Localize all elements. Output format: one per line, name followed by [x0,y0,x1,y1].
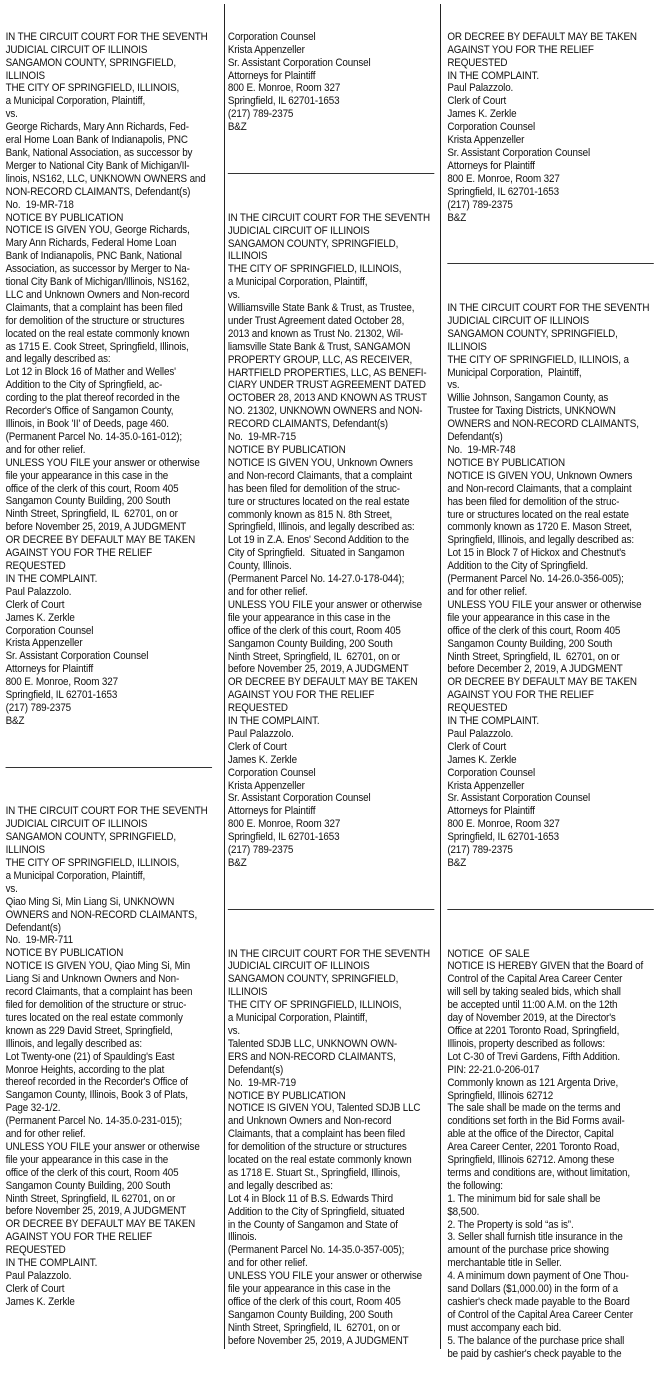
notice-separator [447,909,653,910]
notice-19-mr-715: IN THE CIRCUIT COURT FOR THE SEVENTH JUDICIAL CIRCUIT OF ILLINOIS SANGAMON COUNTY, SPRINGFIELD, ILLINOIS THE CITY OF SPRINGFIELD, ILLINOIS, a Municipal Corporation, Plaintiff, vs. Williamsville State Bank & Trust, as Trustee, under Trust Agreement dated October 28, 2013 and known as Trust No. 21302, Wil- liamsville State Bank & Trust, SANGAMON PROPERTY GROUP, LLC, AS RECEIVER, HARTFIELD PROPERTIES, LLC, AS BENEFI- CIARY UNDER TRUST AGREEMENT DATED OCTOBER 28, 2013 AND KNOWN AS TRUST NO. 21302, UNKNOWN OWNERS and NON- RECORD CLAIMANTS, Defendant(s) No. 19-MR-715 NOTICE BY PUBLICATION NOTICE IS GIVEN YOU, Unknown Owners and Non-record Claimants, that a complaint has been filed for demolition of the struc- ture or structures located on the real estate commonly known as 815 N. 8th Street, Springfield, Illinois, and legally described as: Lot 19 in Z.A. Enos' Second Addition to the City of Springfield. Situated in Sangamon County, Illinois. (Permanent Parcel No. 14-27.0-178-044); and for other relief. UNLESS YOU FILE your answer or otherwise file your appearance in this case in the office of the clerk of this court, Room 405 Sangamon County Building, 200 South Ninth Street, Springfield, IL 62701, on or before November 25, 2019, A JUDGMENT OR DECREE BY DEFAULT MAY BE TAKEN AGAINST YOU FOR THE RELIEF REQUESTED IN THE COMPLAINT. Paul Palazzolo. Clerk of Court James K. Zerkle Corporation Counsel Krista Appenzeller Sr. Assistant Corporation Counsel Attorneys for Plaintiff 800 E. Monroe, Room 327 Springfield, IL 62701-1653 (217) 789-2375 B&Z [227,211,430,869]
notice-19-mr-711-continued: Corporation Counsel Krista Appenzeller Sr. Assistant Corporation Counsel Attorneys for Plaintiff 800 E. Monroe, Room 327 Springfield, IL 62701-1653 (217) 789-2375 B&Z [227,30,371,134]
notice-separator [228,909,434,910]
column-3 [447,5,653,1360]
notice-separator [6,767,212,768]
notice-19-mr-748: IN THE CIRCUIT COURT FOR THE SEVENTH JUDICIAL CIRCUIT OF ILLINOIS SANGAMON COUNTY, SPRINGFIELD, ILLINOIS THE CITY OF SPRINGFIELD, ILLINOIS, a Municipal Corporation, Plaintiff, vs. Willie Johnson, Sangamon County, as Trustee for Taxing Districts, UNKNOWN OWNERS and NON-RECORD CLAIMANTS, Defendant(s) No. 19-MR-748 NOTICE BY PUBLICATION NOTICE IS GIVEN YOU, Unknown Owners and Non-record Claimants, that a complaint has been filed for demolition of the struc- ture or structures located on the real estate commonly known as 1720 E. Mason Street, Springfield, Illinois, and legally described as: Lot 15 in Block 7 of Hickox and Chestnut's Addition to the City of Springfield. (Permanent Parcel No. 14-26.0-356-005); and for other relief. UNLESS YOU FILE your answer or otherwise file your appearance in this case in the office of the clerk of this court, Room 405 Sangamon County Building, 200 South Ninth Street, Springfield, IL 62701, on or before December 2, 2019, A JUDGMENT OR DECREE BY DEFAULT MAY BE TAKEN AGAINST YOU FOR THE RELIEF REQUESTED IN THE COMPLAINT. Paul Palazzolo. Clerk of Court James K. Zerkle Corporation Counsel Krista Appenzeller Sr. Assistant Corporation Counsel Attorneys for Plaintiff 800 E. Monroe, Room 327 Springfield, IL 62701-1653 (217) 789-2375 B&Z [447,302,650,869]
notice-separator [447,263,653,264]
column-2 [228,5,434,1350]
notice-19-mr-719-continued: OR DECREE BY DEFAULT MAY BE TAKEN AGAINST YOU FOR THE RELIEF REQUESTED IN THE COMPLAINT. Paul Palazzolo. Clerk of Court James K. Zerkle Corporation Counsel Krista Appenzeller Sr. Assistant Corporation Counsel Attorneys for Plaintiff 800 E. Monroe, Room 327 Springfield, IL 62701-1653 (217) 789-2375 B&Z [447,30,637,224]
notice-separator [228,173,434,174]
notice-of-sale: NOTICE OF SALE NOTICE IS HEREBY GIVEN that the Board of Control of the Capital Area Career Center will sell by taking sealed bids, which shall be accepted until 11:00 A.M. on the 12th day of November 2019, at the Director's Office at 2201 Toronto Road, Springfield, Illinois, property described as follows: Lot C-30 of Trevi Gardens, Fifth Addition. PIN: 22-21.0-206-017 Commonly known as 121 Argenta Drive, Springfield, Illinois 62712 The sale shall be made on the terms and conditions set forth in the Bid Forms avail- able at the office of the Director, Capital Area Career Center, 2201 Toronto Road, Springfield, Illinois 62712. Among these terms and conditions are, without limitation, the following: 1. The minimum bid for sale shall be $8,500. 2. The Property is sold “as is”. 3. Seller shall furnish title insurance in the amount of the purchase price showing merchantable title in Seller. 4. A minimum down payment of One Thou- sand Dollars ($1,000.00) in the form of a cashier's check made payable to the Board of Control of the Capital Area Career Center must accompany each bid. 5. The balance of the purchase price shall be paid by cashier's check payable to the [447,947,644,1360]
notice-19-mr-711: IN THE CIRCUIT COURT FOR THE SEVENTH JUDICIAL CIRCUIT OF ILLINOIS SANGAMON COUNTY, SPRINGFIELD, ILLINOIS THE CITY OF SPRINGFIELD, ILLINOIS, a Municipal Corporation, Plaintiff, vs. Qiao Ming Si, Min Liang Si, UNKNOWN OWNERS and NON-RECORD CLAIMANTS, Defendant(s) No. 19-MR-711 NOTICE BY PUBLICATION NOTICE IS GIVEN YOU, Qiao Ming Si, Min Liang Si and Unknown Owners and Non- record Claimants, that a complaint has been filed for demolition of the structure or struc- tures located on the real estate commonly known as 229 David Street, Springfield, Illinois, and legally described as: Lot Twenty-one (21) of Spaulding's East Monroe Heights, according to the plat thereof recorded in the Recorder's Office of Sangamon County, Illinois, Book 3 of Plats, Page 32-1/2. (Permanent Parcel No. 14-35.0-231-015); and for other relief. UNLESS YOU FILE your answer or otherwise file your appearance in this case in the office of the clerk of this court, Room 405 Sangamon County Building, 200 South Ninth Street, Springfield, IL 62701, on or before November 25, 2019, A JUDGMENT OR DECREE BY DEFAULT MAY BE TAKEN AGAINST YOU FOR THE RELIEF REQUESTED IN THE COMPLAINT. Paul Palazzolo. Clerk of Court James K. Zerkle [5,805,208,1308]
notice-19-mr-718: IN THE CIRCUIT COURT FOR THE SEVENTH JUDICIAL CIRCUIT OF ILLINOIS SANGAMON COUNTY, SPRINGFIELD, ILLINOIS THE CITY OF SPRINGFIELD, ILLINOIS, a Municipal Corporation, Plaintiff, vs. George Richards, Mary Ann Richards, Fed- eral Home Loan Bank of Indianapolis, PNC Bank, National Association, as successor by Merger to National City Bank of Michigan/Il- linois, NS162, LLC, UNKNOWN OWNERS and NON-RECORD CLAIMANTS, Defendant(s) No. 19-MR-718 NOTICE BY PUBLICATION NOTICE IS GIVEN YOU, George Richards, Mary Ann Richards, Federal Home Loan Bank of Indianapolis, PNC Bank, National Association, as successor by Merger to Na- tional City Bank of Michigan/Illinois, NS162, LLC and Unknown Owners and Non-record Claimants, that a complaint has been filed for demolition of the structure or structures located on the real estate commonly known as 1715 E. Cook Street, Springfield, Illinois, and legally described as: Lot 12 in Block 16 of Mather and Welles' Addition to the City of Springfield, ac- cording to the plat thereof recorded in the Recorder's Office of Sangamon County, Illinois, in Book 'II' of Deeds, page 460. (Permanent Parcel No. 14-35.0-161-012); and for other relief. UNLESS YOU FILE your answer or otherwise file your appearance in this case in the office of the clerk of this court, Room 405 Sangamon County Building, 200 South Ninth Street, Springfield, IL 62701, on or before November 25, 2019, A JUDGMENT OR DECREE BY DEFAULT MAY BE TAKEN AGAINST YOU FOR THE RELIEF REQUESTED IN THE COMPLAINT. Paul Palazzolo. Clerk of Court James K. Zerkle Corporation Counsel Krista Appenzeller Sr. Assistant Corporation Counsel Attorneys for Plaintiff 800 E. Monroe, Room 327 Springfield, IL 62701-1653 (217) 789-2375 B&Z [5,30,208,727]
column-1 [6,5,212,1350]
notice-19-mr-719: IN THE CIRCUIT COURT FOR THE SEVENTH JUDICIAL CIRCUIT OF ILLINOIS SANGAMON COUNTY, SPRINGFIELD, ILLINOIS THE CITY OF SPRINGFIELD, ILLINOIS, a Municipal Corporation, Plaintiff, vs. Talented SDJB LLC, UNKNOWN OWN- ERS and NON-RECORD CLAIMANTS, Defendant(s) No. 19-MR-719 NOTICE BY PUBLICATION NOTICE IS GIVEN YOU, Talented SDJB LLC and Unknown Owners and Non-record Claimants, that a complaint has been filed for demolition of the structure or structures located on the real estate commonly known as 1718 E. Stuart St., Springfield, Illinois, and legally described as: Lot 4 in Block 11 of B.S. Edwards Third Addition to the City of Springfield, situated in the County of Sangamon and State of Illinois. (Permanent Parcel No. 14-35.0-357-005); and for other relief. UNLESS YOU FILE your answer or otherwise file your appearance in this case in the office of the clerk of this court, Room 405 Sangamon County Building, 200 South Ninth Street, Springfield, IL 62701, on or before November 25, 2019, A JUDGMENT [227,947,430,1347]
